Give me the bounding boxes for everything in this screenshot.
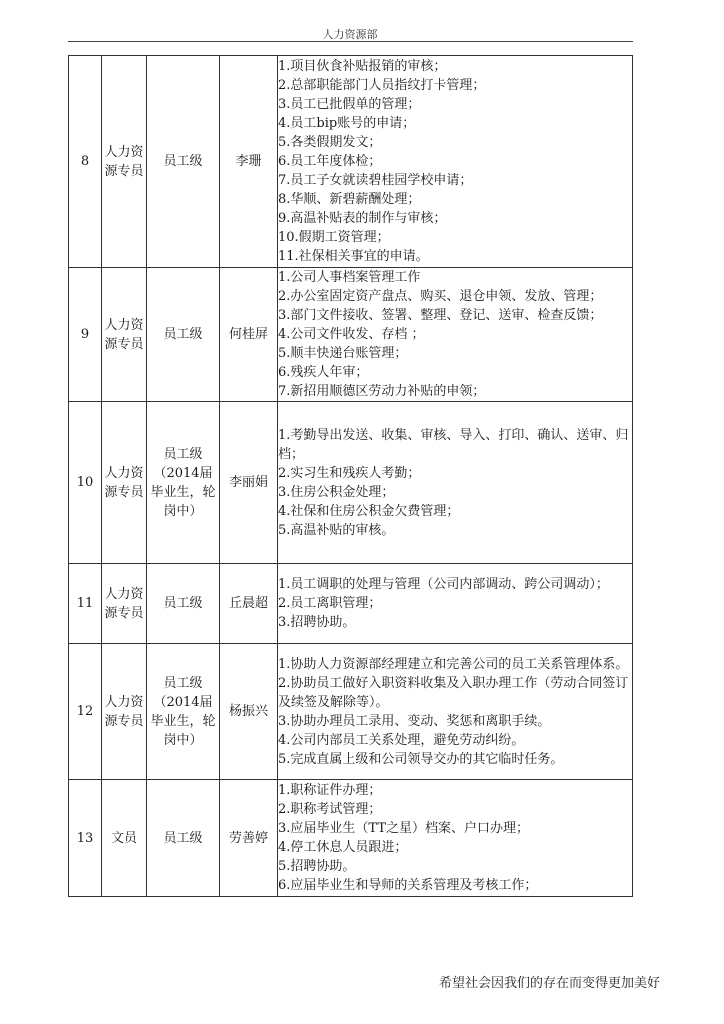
position-cell: 人力资源专员 [102,564,147,644]
duty-item: 1.协助人力资源部经理建立和完善公司的员工关系管理体系。 [278,656,629,672]
duty-item: 4.员工bip账号的申请； [278,116,416,131]
duty-item: 3.招聘协助。 [278,615,356,630]
duties-cell [278,564,633,644]
duty-item: 3.员工已批假单的管理； [278,97,421,112]
duty-item: 4.社保和住房公积金欠费管理； [278,503,460,519]
name-cell: 李珊 [220,56,278,268]
name-cell: 丘晨超 [220,564,278,644]
duty-item: 5.高温补贴的审核。 [278,522,395,538]
duty-item: 5.顺丰快递台账管理； [278,346,408,361]
duty-item: 4.停工休息人员跟进； [278,840,408,855]
duty-item: 1.项目伙食补贴报销的审核； [278,59,447,74]
duty-item: 1.职称证件办理； [278,783,382,798]
duties-cell [278,780,633,897]
duty-item: 7.员工子女就读碧桂园学校申请； [278,173,473,188]
duties-cell [278,56,633,268]
footer-slogan: 希望社会因我们的存在而变得更加美好 [438,976,660,991]
row-number: 10 [69,402,102,564]
duty-item: 3.住房公积金处理； [278,484,395,500]
position-cell: 人力资源专员 [102,268,147,402]
duty-item: 3.部门文件接收、签署、整理、登记、送审、检查反馈； [278,308,603,323]
duty-item: 1.员工调职的处理与管理（公司内部调动、跨公司调动）； [278,577,609,592]
row-number: 11 [69,564,102,644]
duty-item: 10.假期工资管理； [278,230,390,245]
position-cell: 文员 [102,780,147,897]
row-number: 8 [69,56,102,268]
duty-item: 5.完成直属上级和公司领导交办的其它临时任务。 [278,751,564,767]
name-cell: 何桂屏 [220,268,278,402]
table-row [69,780,633,897]
row-number: 12 [69,644,102,780]
header-divider [68,41,633,42]
duty-item: 7.新招用顺德区劳动力补贴的申领； [278,384,486,399]
duty-item: 6.员工年度体检； [278,154,382,169]
level-cell: 员工级 [147,268,220,402]
name-cell: 杨振兴 [220,644,278,780]
duty-item: 6.残疾人年审； [278,365,369,380]
position-cell: 人力资源专员 [102,644,147,780]
duty-item: 2.实习生和残疾人考勤； [278,465,421,481]
name-cell: 李丽娟 [220,402,278,564]
duty-item: 5.各类假期发文； [278,135,382,150]
duty-item: 6.应届毕业生和导师的关系管理及考核工作； [278,878,538,893]
duty-item: 2.总部职能部门人员指纹打卡管理； [278,78,486,93]
level-cell: 员工级 [147,780,220,897]
table-row [69,56,633,268]
duties-cell [278,402,633,564]
level-cell: 员工级（2014届毕业生，轮岗中） [147,402,220,564]
duty-item: 4.公司内部员工关系处理，避免劳动纠纷。 [278,732,525,748]
duty-item: 3.协助办理员工录用、变动、奖惩和离职手续。 [278,713,551,729]
duty-item: 1.公司人事档案管理工作 [278,270,421,285]
duty-item: 11.社保相关事宜的申请。 [278,249,429,264]
position-cell: 人力资源专员 [102,402,147,564]
table-row [69,268,633,402]
row-number: 9 [69,268,102,402]
position-cell: 人力资源专员 [102,56,147,268]
duty-item: 2.办公室固定资产盘点、购买、退仓申领、发放、管理； [278,289,603,304]
table-row [69,564,633,644]
staff-duties-table [68,55,633,897]
duty-item: 2.协助员工做好入职资料收集及入职办理工作（劳动合同签订及续签及解除等）。 [278,675,629,710]
duty-item: 9.高温补贴表的制作与审核； [278,211,447,226]
duty-item: 1.考勤导出发送、收集、审核、导入、打印、确认、送审、归档； [278,427,629,462]
row-number: 13 [69,780,102,897]
duty-item: 2.员工离职管理； [278,596,382,611]
table-row [69,402,633,564]
duties-cell [278,644,633,780]
table-row [69,644,633,780]
level-cell: 员工级 [147,56,220,268]
level-cell: 员工级（2014届毕业生，轮岗中） [147,644,220,780]
duty-item: 4.公司文件收发、存档 ； [278,327,425,342]
duty-item: 2.职称考试管理； [278,802,382,817]
duty-item: 8.华顺、新碧薪酬处理； [278,192,421,207]
name-cell: 劳善婷 [220,780,278,897]
duties-cell [278,268,633,402]
page-header: 人力资源部 [322,28,378,41]
duty-item: 3.应届毕业生（TT之星）档案、户口办理； [278,821,529,836]
duty-item: 5.招聘协助。 [278,859,356,874]
level-cell: 员工级 [147,564,220,644]
